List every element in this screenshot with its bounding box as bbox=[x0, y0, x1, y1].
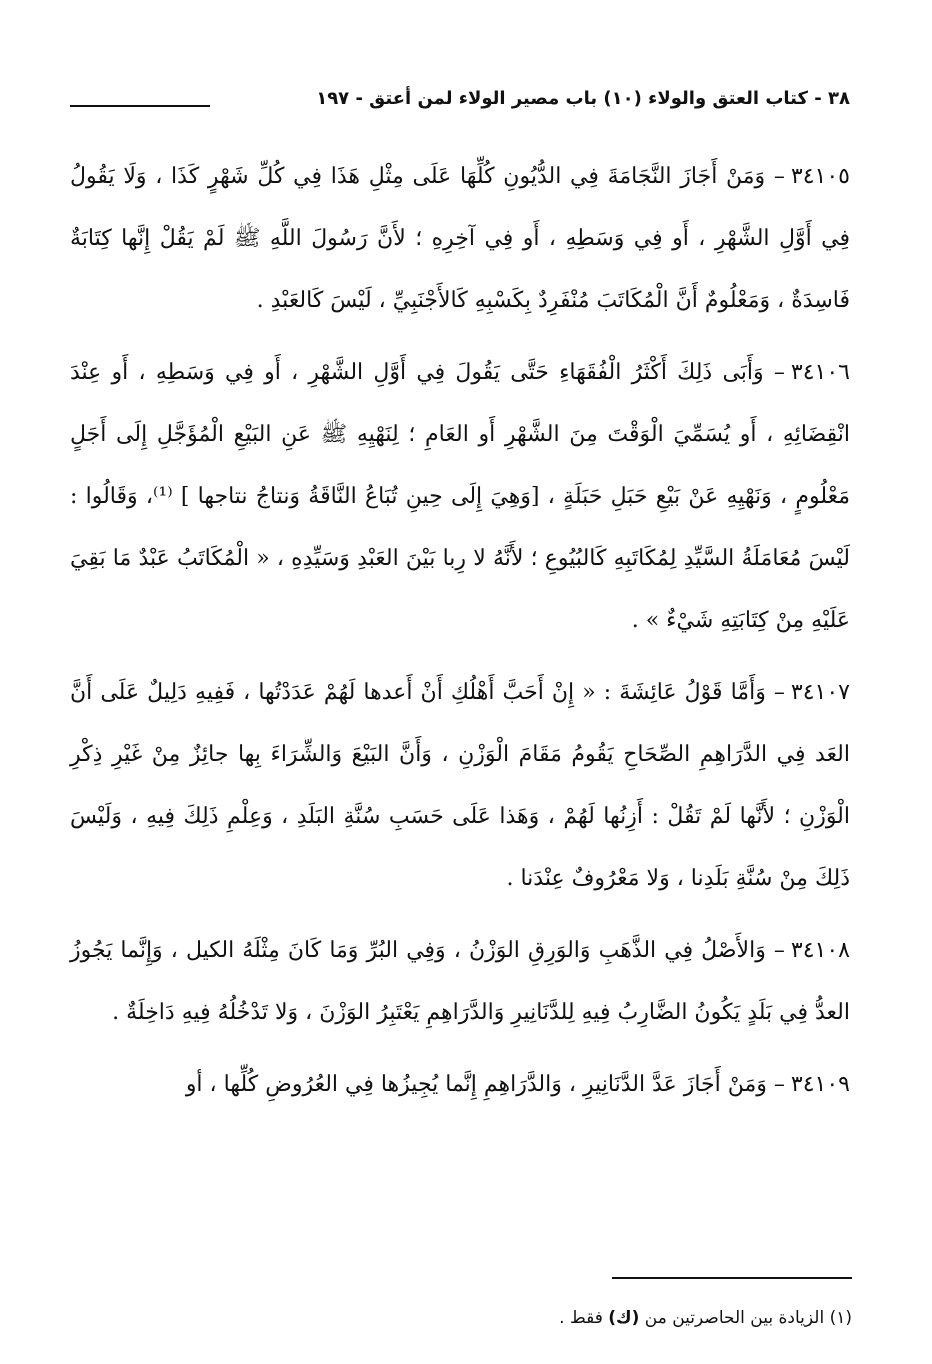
footnote-text-end: فقط . bbox=[559, 1308, 603, 1328]
header-title: ٣٨ - كتاب العتق والولاء (١٠) باب مصير الولاء لمن أعتق - ١٩٧ bbox=[316, 88, 850, 109]
paragraph-number: ٣٤١٠٩ bbox=[790, 1072, 850, 1097]
paragraph-34106 bbox=[70, 342, 850, 652]
paragraph-text: – وَأَمَّا قَوْلُ عَائِشَةَ : « إِنْ أَحَبَّ أَهْلُكِ أَنْ أَعدها لَهُمْ عَدَدْتُها ، فَفِيهِ دَلِيلٌ عَلَى أَنَّ العَد فِي الدَّرَاهِمِ الصِّحَاحِ يَقُومُ مَقَامَ الْوَزْنِ ، وَأَنَّ البَيْعَ وَالشِّرَاءَ بِها جائِزٌ مِنْ غَيْرِ ذِكْرِ الْوَزْنِ ؛ لأَنَّها لَمْ تَقُلْ : أَزِنُها لَهُمْ ، وَهَذا عَلَى حَسَبِ سُنَّةِ البَلَدِ ، وَعِلْمِ ذَلِكَ فِيهِ ، وَلَيْسَ ذَلِكَ مِنْ سُنَّةِ بَلَدِنا ، وَلا مَعْرُوفٌ عِنْدَنا . bbox=[70, 680, 850, 891]
paragraph-34109 bbox=[70, 1054, 850, 1116]
paragraph-text: – وَمَنْ أَجَازَ النَّجَامَةَ فِي الدُّيُونِ كُلِّهَا عَلَى مِثْلِ هَذَا فِي كُلِّ شَهْرٍ كَذَا ، وَلَا يَقُولُ فِي أَوَّلِ الشَّهْرِ ، أَو فِي وَسَطِهِ ، أَو فِي آخِرِهِ ؛ لأَنَّ رَسُولَ اللَّهِ ﷺ لَمْ يَقُلْ إِنَّها كِتَابَةٌ فَاسِدَةٌ ، وَمَعْلُومٌ أَنَّ الْمُكَاتَبَ مُنْفَرِدٌ بِكَسْبِهِ كَالأَجْنَبِيِّ ، لَيْسَ كَالعَبْدِ . bbox=[70, 164, 850, 313]
paragraph-number: ٣٤١٠٥ bbox=[790, 164, 850, 189]
paragraph-number: ٣٤١٠٧ bbox=[790, 680, 850, 705]
paragraph-text: – وَأَبَى ذَلِكَ أَكْثَرُ الْفُقَهَاءِ حَتَّى يَقُولَ فِي أَوَّلِ الشَّهْرِ ، أَو فِي وَسَطِهِ ، أَو عِنْدَ انْقِضَائِهِ ، أَو يُسَمِّيَ الْوَقْتَ مِنَ الشَّهْرِ أَو العَامِ ؛ لِنَهْيِهِ ﷺ عَنِ البَيْعِ الْمُؤَجَّلِ إِلَى أَجَلٍ مَعْلُومٍ ، وَنَهْيِهِ عَنْ بَيْعِ حَبَلِ حَبَلَةٍ ، [وَهِيَ إِلَى حِينِ تُبَاعُ النَّاقَةُ وَنتاجُ نتاجها ] ⁽¹⁾، وَقَالُوا : لَيْسَ مُعَامَلَةُ السَّيِّدِ لِمُكَاتَبِهِ كَالبُيُوعِ ؛ لأَنَّهُ لا رِبا بَيْنَ العَبْدِ وَسَيِّدِهِ ، « الْمُكَاتَبُ عَبْدٌ مَا بَقِيَ عَلَيْهِ مِنْ كِتَابَتِهِ شَيْءٌ » . bbox=[70, 360, 850, 633]
paragraph-number: ٣٤١٠٦ bbox=[790, 360, 850, 385]
paragraph-34105 bbox=[70, 146, 850, 332]
footnote-text: الزيادة بين الحاصرتين من bbox=[644, 1308, 825, 1328]
paragraph-text: – وَالأَصْلُ فِي الذَّهَبِ وَالوَرِقِ الوَزْنُ ، وَفِي البُرِّ وَمَا كَانَ مِثْلَهُ الكيل ، وَإِنَّما يَجُوزُ العدُّ فِي بَلَدٍ يَكُونُ الضَّارِبُ فِيهِ لِلدَّنَانِيرِ وَالدَّرَاهِمِ يَعْتَبِرُ الوَزْنَ ، وَلا تَدْخُلُهُ فِيهِ دَاخِلَةٌ . bbox=[70, 938, 850, 1025]
running-header bbox=[70, 88, 850, 128]
footnote-marker: (١) bbox=[829, 1308, 852, 1328]
paragraph-number: ٣٤١٠٨ bbox=[790, 938, 850, 963]
header-rule bbox=[70, 105, 210, 107]
paragraph-text: – وَمَنْ أَجَازَ عَدَّ الدَّنَانِيرِ ، وَالدَّرَاهِمِ إِنَّما يُجِيزُها فِي العُرُوضِ كُلِّها ، أو bbox=[185, 1072, 785, 1097]
footnote bbox=[352, 1308, 852, 1328]
footnote-rule bbox=[612, 1277, 852, 1279]
paragraph-34107 bbox=[70, 662, 850, 910]
footnote-source: (ك) bbox=[608, 1308, 640, 1328]
main-text bbox=[70, 146, 850, 1126]
paragraph-34108 bbox=[70, 920, 850, 1044]
